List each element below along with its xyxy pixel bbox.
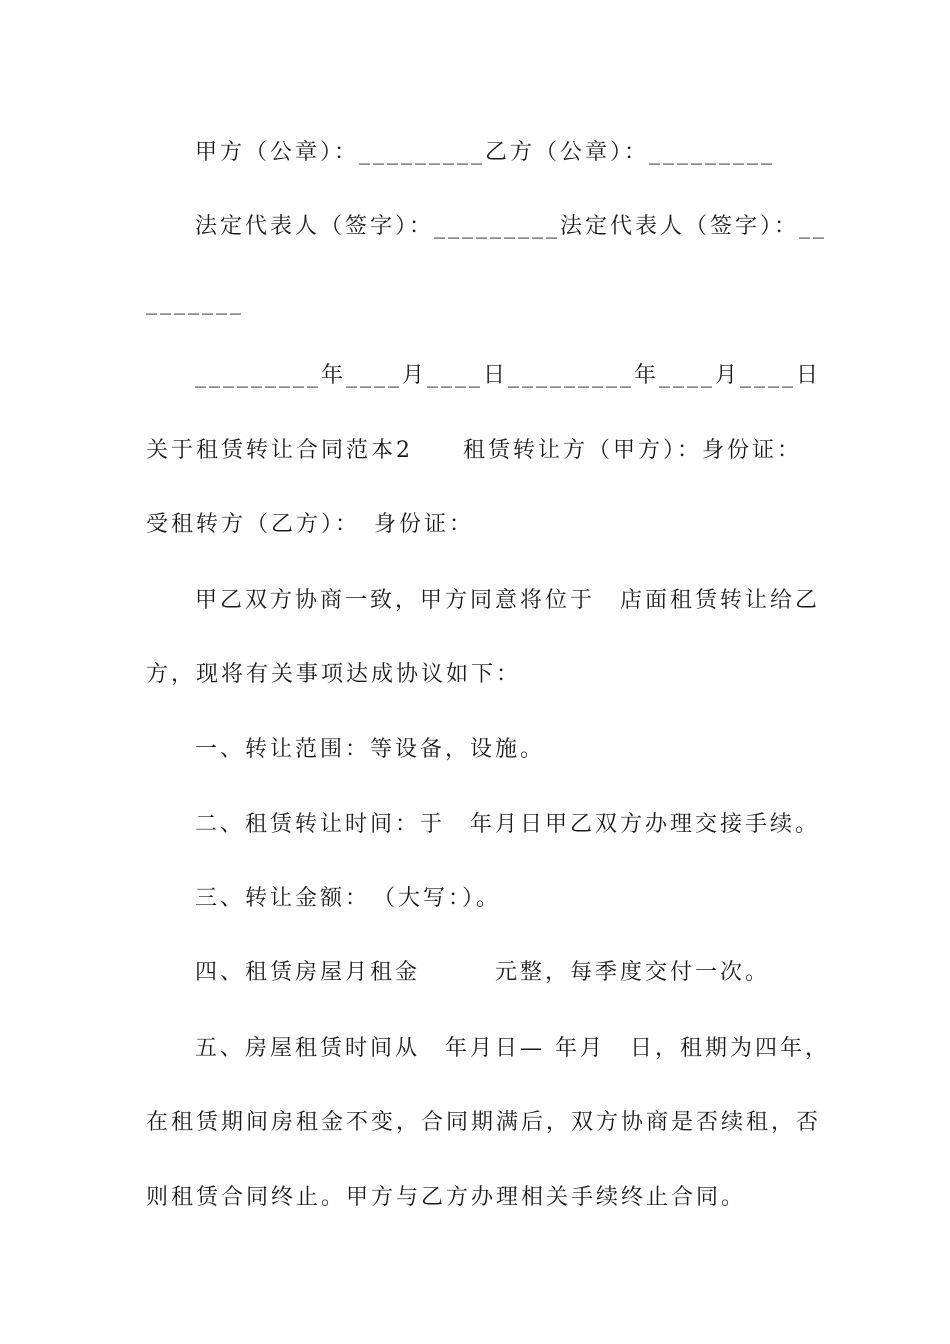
clause-1: 一、转让范围：等设备，设施。 <box>195 737 546 762</box>
clause-2: 二、租赁转让时间：于 年月日甲乙双方办理交接手续。 <box>195 812 821 837</box>
clause-3: 三、转让金额： （大写：）。 <box>195 886 502 911</box>
clause-5-end: 则租赁合同终止。甲方与乙方办理相关手续终止合同。 <box>146 1185 747 1210</box>
contract-heading-line: 关于租赁转让合同范本2 租赁转让方（甲方）：身份证： <box>146 438 802 463</box>
agreement-intro-line-continued: 方，现将有关事项达成协议如下： <box>146 662 522 687</box>
clause-4: 四、租赁房屋月租金 元整，每季度交付一次。 <box>195 960 771 985</box>
clause-5: 五、房屋租赁时间从 年月日— 年月 日，租期为四年， <box>195 1036 830 1061</box>
legal-representative-line-continued: _______ <box>146 290 244 315</box>
signature-seal-line: 甲方（公章）：_________乙方（公章）：_________ <box>195 140 776 165</box>
transferee-line: 受租转方（乙方）： 身份证： <box>146 512 475 537</box>
agreement-intro-line: 甲乙双方协商一致，甲方同意将位于 店面租赁转让给乙 <box>195 588 821 613</box>
clause-5-continued: 在租赁期间房租金不变，合同期满后，双方协商是否续租，否 <box>146 1110 822 1135</box>
legal-representative-line: 法定代表人（签字）：_________法定代表人（签字）：__ <box>195 214 828 239</box>
date-line: _________年____月____日_________年____月____日 <box>195 363 822 388</box>
